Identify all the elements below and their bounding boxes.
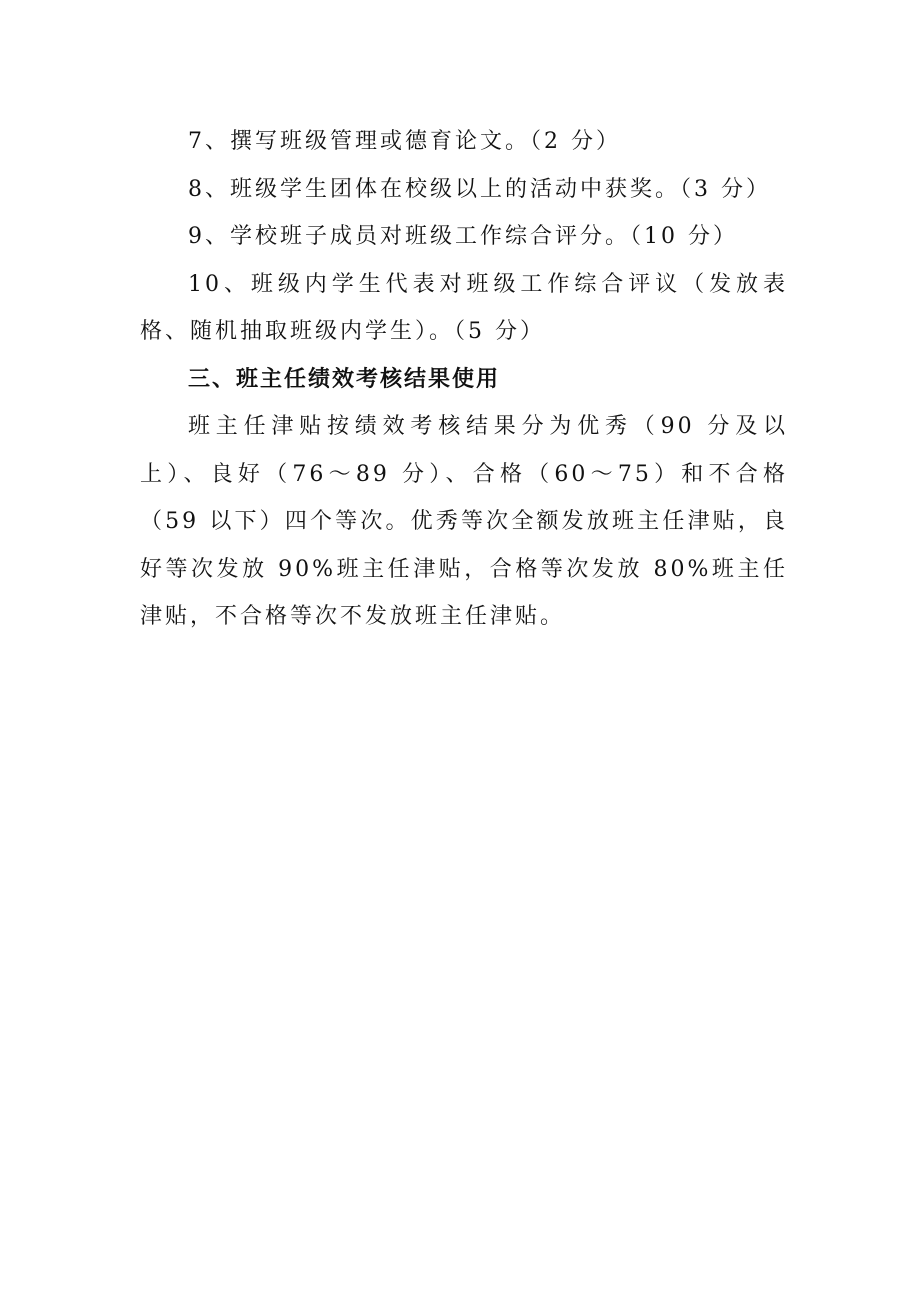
list-item-10: 10、班级内学生代表对班级工作综合评议（发放表格、随机抽取班级内学生）。（5 分） — [140, 271, 788, 344]
section-body-paragraph: 班主任津贴按绩效考核结果分为优秀（90 分及以上）、良好（76～89 分）、合格（60～75）和不合格（59 以下）四个等次。优秀等次全额发放班主任津贴，良好等次发放 90%班主任津贴，合格等次发放 80%班主任津贴，不合格等次不发放班主任津贴。 — [140, 414, 788, 629]
list-item-9: 9、学校班子成员对班级工作综合评分。（10 分） — [188, 224, 738, 249]
section-heading: 三、班主任绩效考核结果使用 — [188, 366, 501, 392]
list-item-7: 7、撰写班级管理或德育论文。（2 分） — [188, 129, 621, 154]
document-body — [140, 118, 788, 641]
list-item-8: 8、班级学生团体在校级以上的活动中获奖。（3 分） — [188, 176, 771, 202]
